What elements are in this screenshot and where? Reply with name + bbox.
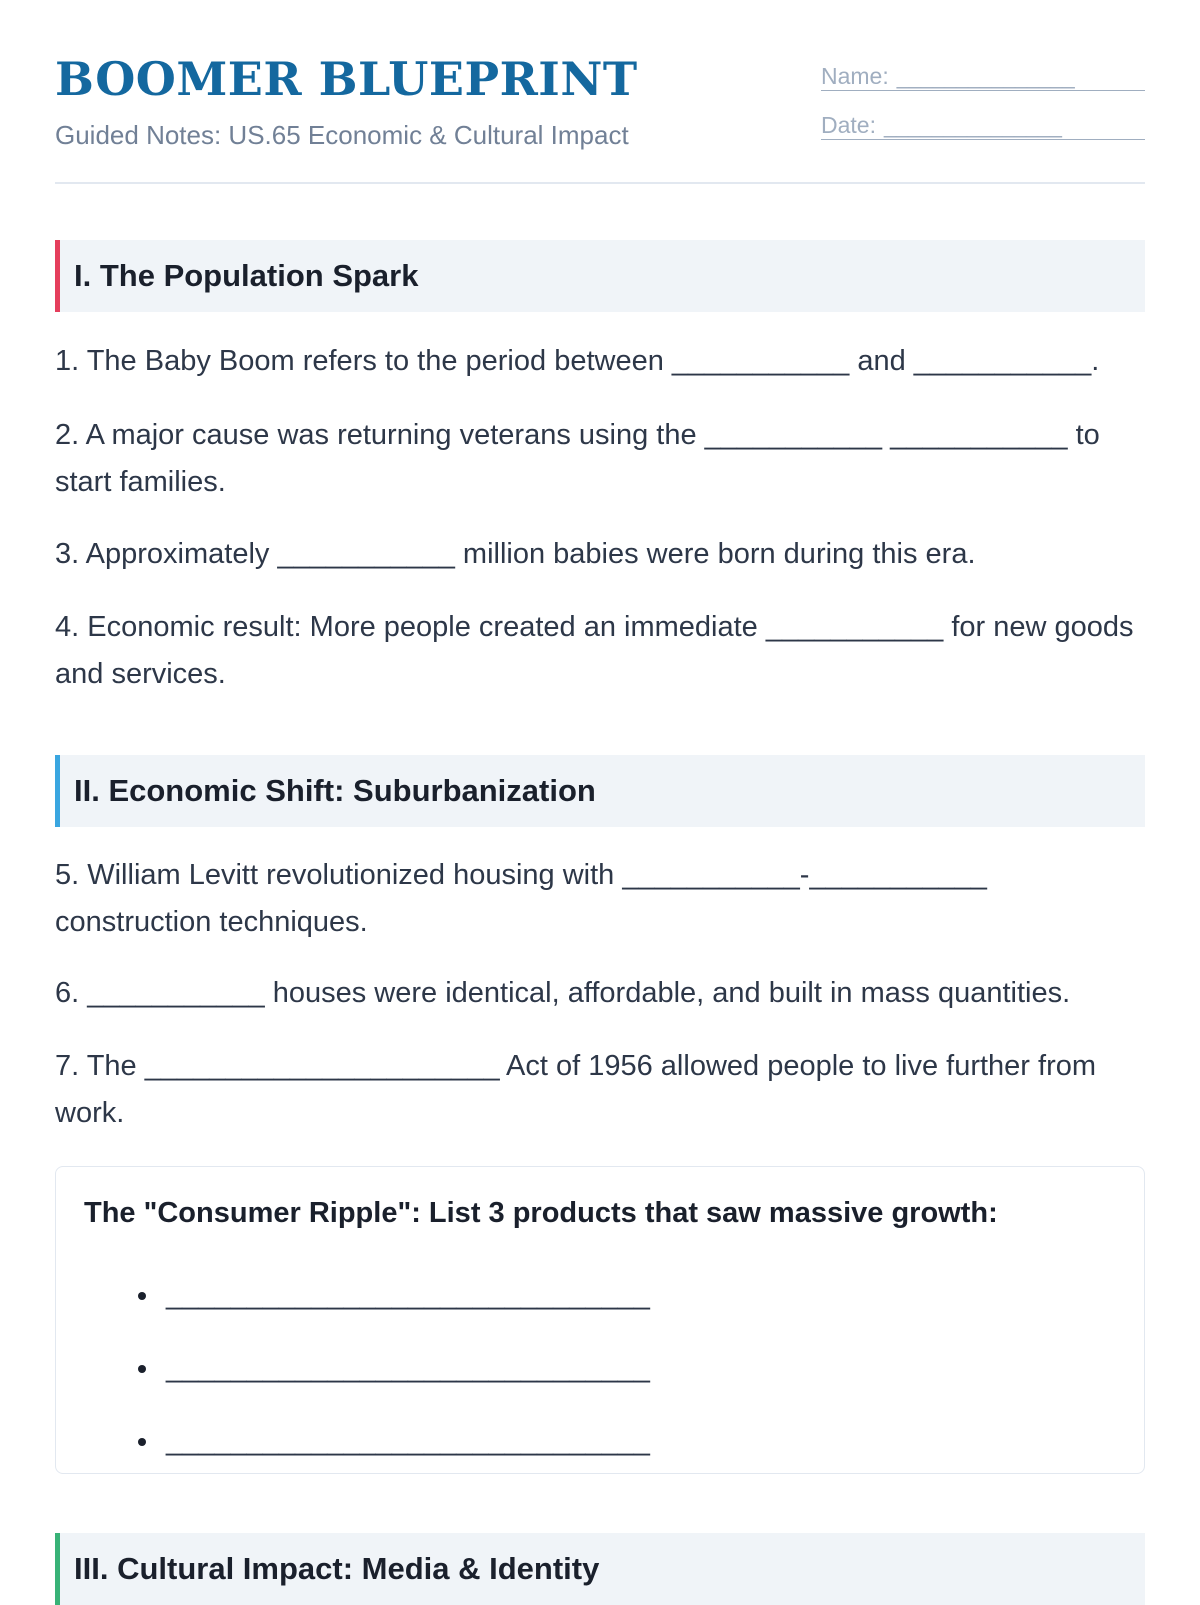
- question-3: 3. Approximately ___________ million babies were born during this era.: [55, 538, 976, 570]
- section-heading-population-spark: I. The Population Spark: [55, 240, 1145, 312]
- product-blank: ______________________________: [166, 1279, 650, 1311]
- consumer-ripple-box: [55, 1166, 1145, 1474]
- product-blank: ______________________________: [166, 1352, 650, 1384]
- date-field[interactable]: [821, 103, 1145, 140]
- bullet-icon: [138, 1365, 146, 1373]
- question-2: 2. A major cause was returning veterans using the ___________ ___________ to start families.: [55, 419, 1100, 498]
- question-5: 5. William Levitt revolutionized housing with ___________-___________ construction techniques.: [55, 859, 987, 938]
- date-blank: _______________: [883, 112, 1061, 138]
- date-label: Date:: [821, 112, 876, 138]
- worksheet-subtitle: Guided Notes: US.65 Economic & Cultural Impact: [55, 120, 629, 150]
- consumer-ripple-list: [138, 1259, 650, 1478]
- list-item: [138, 1259, 650, 1332]
- name-blank: _______________: [896, 63, 1074, 89]
- question-6: 6. ___________ houses were identical, affordable, and built in mass quantities.: [55, 977, 1071, 1009]
- worksheet-title: BOOMER BLUEPRINT: [55, 52, 638, 106]
- bullet-icon: [138, 1292, 146, 1300]
- list-item: [138, 1405, 650, 1478]
- name-label: Name:: [821, 63, 889, 89]
- consumer-ripple-title: The "Consumer Ripple": List 3 products that saw massive growth:: [84, 1197, 998, 1229]
- product-blank: ______________________________: [166, 1425, 650, 1457]
- list-item: [138, 1332, 650, 1405]
- bullet-icon: [138, 1438, 146, 1446]
- question-1: 1. The Baby Boom refers to the period between ___________ and ___________.: [55, 345, 1100, 377]
- section-heading-suburbanization: II. Economic Shift: Suburbanization: [55, 755, 1145, 827]
- worksheet-header: [55, 0, 1145, 184]
- section-heading-cultural-impact: III. Cultural Impact: Media & Identity: [55, 1533, 1145, 1605]
- question-7: 7. The ______________________ Act of 1956 allowed people to live further from work.: [55, 1050, 1097, 1129]
- question-4: 4. Economic result: More people created an immediate ___________ for new goods and services.: [55, 611, 1134, 690]
- name-field[interactable]: [821, 54, 1145, 91]
- student-info: [821, 54, 1145, 152]
